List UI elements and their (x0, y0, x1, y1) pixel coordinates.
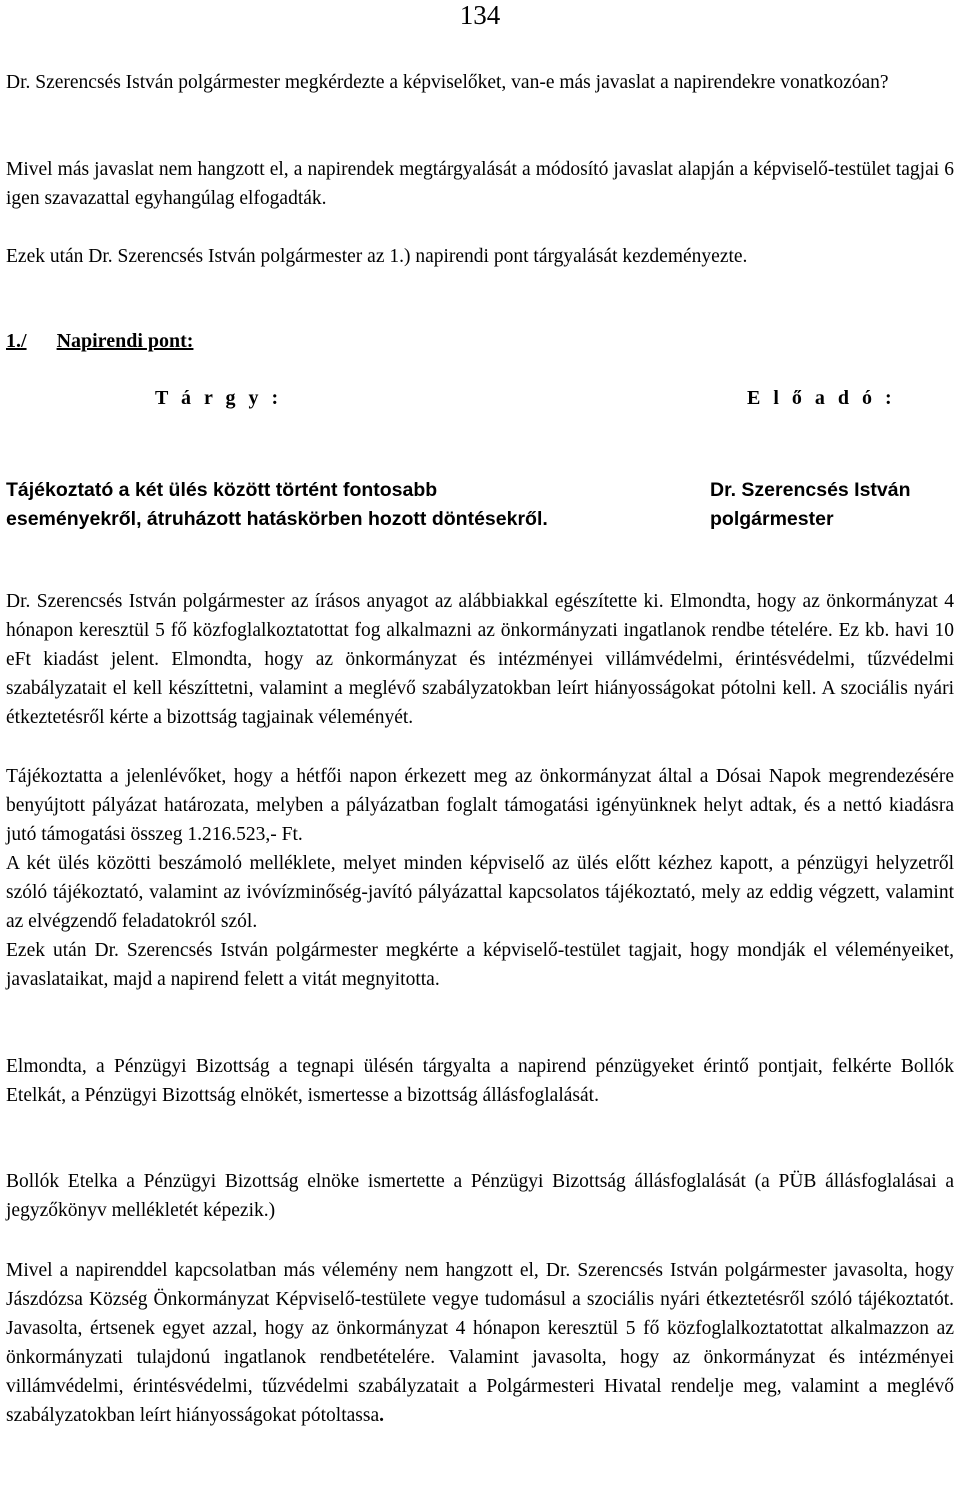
presenter-label: E l ő a d ó : (747, 387, 896, 409)
paragraph-text: Dr. Szerencsés István polgármester az írásos anyagot az alábbiakkal egészítette ki. Elmondta, hogy az önkormányzat 4 hónapon keresztül 5 fő közfoglalkoztatottat fog alkalmazni az önkormányzati ingatlanok rendbe tételére. Ez kb. havi 10 eFt kiadást jelent. Elmondta, hogy az önkormányzat és intézményei villámvédelmi, érintésvédelmi, tűzvédelmi szabályzatait el kell készíttetni, valamint a meglévő szabályzatokban leírt hiányosságokat pótolni kell. A szociális nyári étkeztetésről kérte a bizottság tagjainak véleményét. (6, 591, 954, 728)
intro-vote (6, 155, 954, 213)
agenda-presenter (710, 476, 950, 534)
intro-start-text: Ezek után Dr. Szerencsés István polgármester az 1.) napirendi pont tárgyalását kezdeményezte. (6, 246, 748, 267)
body-paragraph-2 (6, 762, 954, 849)
intro-start (6, 242, 954, 271)
paragraph-text: Tájékoztatta a jelenlévőket, hogy a hétfői napon érkezett meg az önkormányzat által a Dósai Napok megrendezésére benyújtott pályázat határozata, melyben a pályázatban foglalt támogatási igényünknek helyt adtak, és a nettó kiadásra jutó támogatási összeg 1.216.523,- Ft. (6, 766, 954, 845)
agenda-heading (6, 326, 193, 356)
paragraph-text: Bollók Etelka a Pénzügyi Bizottság elnöke ismertette a Pénzügyi Bizottság állásfoglalását (a PÜB állásfoglalásai a jegyzőkönyv mellékletét képezik.) (6, 1171, 954, 1221)
intro-vote-text: Mivel más javaslat nem hangzott el, a napirendek megtárgyalását a módosító javaslat alapján a képviselő-testület tagjai 6 igen szavazattal egyhangúlag elfogadták. (6, 159, 954, 209)
body-paragraph-5 (6, 1052, 954, 1110)
body-paragraph-7 (6, 1256, 954, 1430)
agenda-subject-line1: Tájékoztató a két ülés között történt fontosabb (6, 479, 438, 501)
page-number: 134 (459, 0, 501, 30)
body-paragraph-1 (6, 587, 954, 732)
agenda-label: Napirendi pont: (56, 330, 194, 352)
agenda-presenter-title: polgármester (710, 508, 834, 530)
agenda-subject-line2: eseményekről, átruházott hatáskörben hozott döntésekről. (6, 508, 548, 530)
body-paragraph-4 (6, 936, 954, 994)
paragraph-text: A két ülés közötti beszámoló melléklete, melyet minden képviselő az ülés előtt kézhez kapott, a pénzügyi helyzetről szóló tájékoztató, valamint az ivóvízminőség-javító pályázattal kapcsolatos tájékoztató, mely az eddig végzett, valamint az elvégzendő feladatokról szól. (6, 853, 954, 932)
paragraph-end: . (379, 1405, 384, 1426)
agenda-subject (6, 476, 646, 534)
agenda-number: 1./ (6, 330, 27, 352)
paragraph-text: Elmondta, a Pénzügyi Bizottság a tegnapi ülésén tárgyalta a napirend pénzügyeket érintő pontjait, felkérte Bollók Etelkát, a Pénzügyi Bizottság elnökét, ismertesse a bizottság állásfoglalását. (6, 1056, 954, 1106)
agenda-presenter-name: Dr. Szerencsés István (710, 479, 911, 501)
body-paragraph-3 (6, 849, 954, 936)
subject-label: T á r g y : (155, 387, 283, 409)
intro-question (6, 68, 954, 97)
paragraph-text: Ezek után Dr. Szerencsés István polgármester megkérte a képviselő-testület tagjait, hogy mondják el véleményeiket, javaslataikat, majd a napirend felett a vitát megnyitotta. (6, 940, 954, 990)
body-paragraph-6 (6, 1167, 954, 1225)
paragraph-text (6, 1256, 954, 1430)
paragraph-body: Mivel a napirenddel kapcsolatban más vélemény nem hangzott el, Dr. Szerencsés István polgármester javasolta, hogy Jászdózsa Község Önkormányzat Képviselő-testülete vegye tudomásul a szociális nyári étkeztetésről szóló tájékoztatót. Javasolta, értsenek egyet azzal, hogy az önkormányzat 4 hónapon keresztül 5 fő közfoglalkoztatottat alkalmazzon az önkormányzati tulajdonú ingatlanok rendbetételére. Valamint javasolta, hogy az önkormányzat és intézményei villámvédelmi, érintésvédelmi, tűzvédelmi szabályzatait a Polgármesteri Hivatal rendelje meg, valamint a meglévő szabályzatokban leírt hiányosságokat pótoltassa (6, 1260, 954, 1426)
intro-question-text: Dr. Szerencsés István polgármester megkérdezte a képviselőket, van-e más javaslat a napirendekre vonatkozóan? (6, 72, 889, 93)
